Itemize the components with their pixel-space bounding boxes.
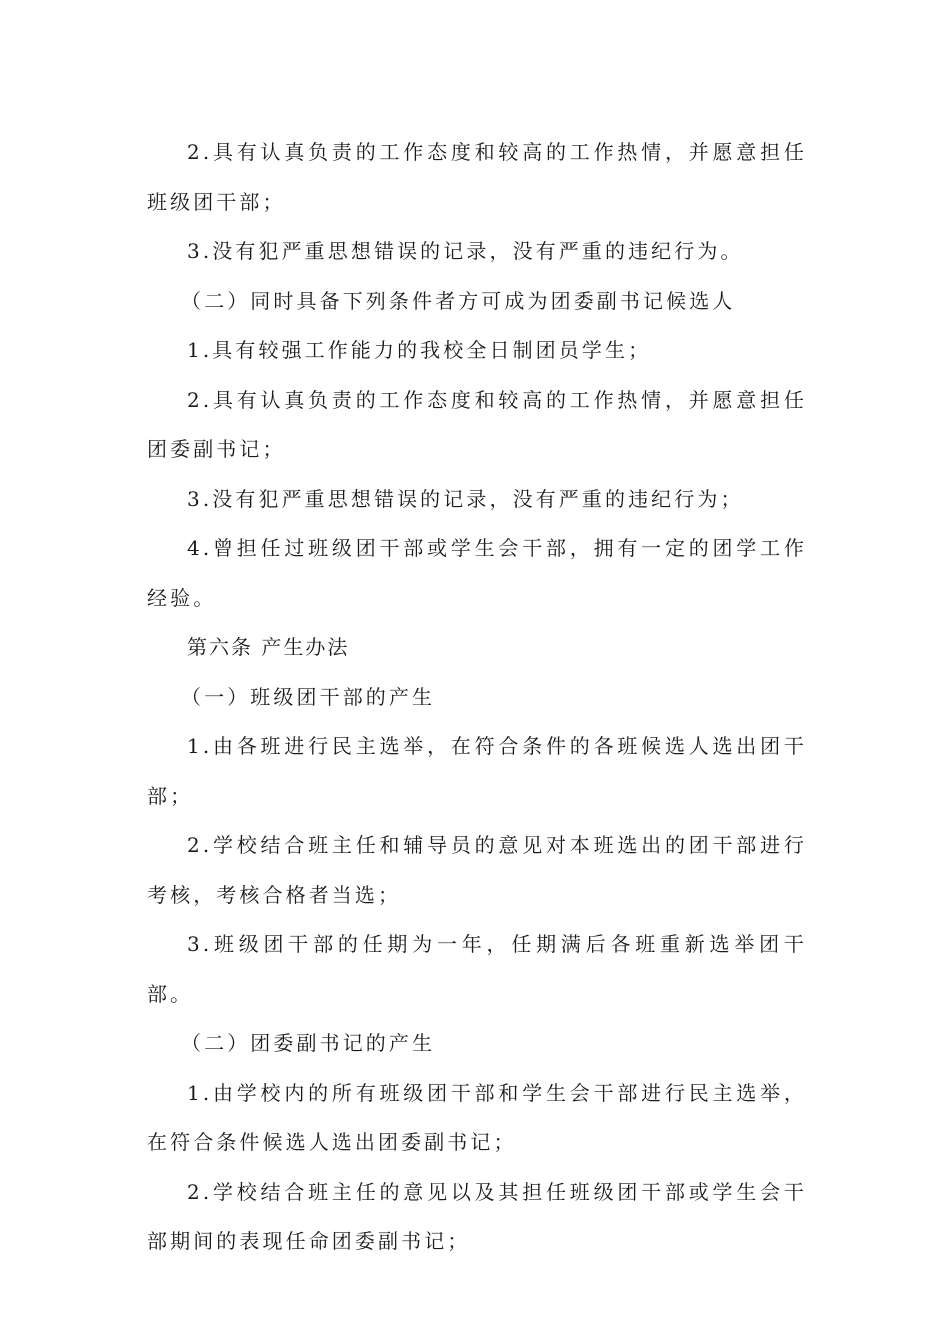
paragraph-deputy-attitude: 2.具有认真负责的工作态度和较高的工作热情，并愿意担任团委副书记； (147, 387, 807, 461)
section-heading-deputy-secretary-candidates: （二）同时具备下列条件者方可成为团委副书记候选人 (181, 288, 736, 313)
paragraph-class-term: 3.班级团干部的任期为一年，任期满后各班重新选举团干部。 (147, 932, 807, 1006)
section-heading-class-cadre-selection: （一）班级团干部的产生 (181, 684, 436, 709)
paragraph-deputy-election: 1.由学校内的所有班级团干部和学生会干部进行民主选举，在符合条件候选人选出团委副书记； (147, 1080, 807, 1154)
paragraph-deputy-experience: 4.曾担任过班级团干部或学生会干部，拥有一定的团学工作经验。 (147, 536, 807, 610)
paragraph-class-assessment: 2.学校结合班主任和辅导员的意见对本班选出的团干部进行考核，考核合格者当选； (147, 833, 807, 907)
paragraph-class-cadre-attitude: 2.具有认真负责的工作态度和较高的工作热情，并愿意担任班级团干部； (147, 140, 807, 214)
article-heading-article-six: 第六条 产生办法 (187, 635, 350, 659)
paragraph-deputy-no-errors: 3.没有犯严重思想错误的记录，没有严重的违纪行为； (187, 486, 744, 511)
document-body (147, 128, 807, 1267)
paragraph-class-election: 1.由各班进行民主选举，在符合条件的各班候选人选出团干部； (147, 734, 807, 808)
paragraph-deputy-ability: 1.具有较强工作能力的我校全日制团员学生； (187, 338, 652, 362)
paragraph-class-cadre-no-errors: 3.没有犯严重思想错误的记录，没有严重的违纪行为。 (187, 239, 744, 263)
section-heading-deputy-secretary-selection: （二）团委副书记的产生 (181, 1031, 436, 1055)
paragraph-deputy-appointment: 2.学校结合班主任的意见以及其担任班级团干部或学生会干部期间的表现任命团委副书记； (147, 1179, 807, 1253)
